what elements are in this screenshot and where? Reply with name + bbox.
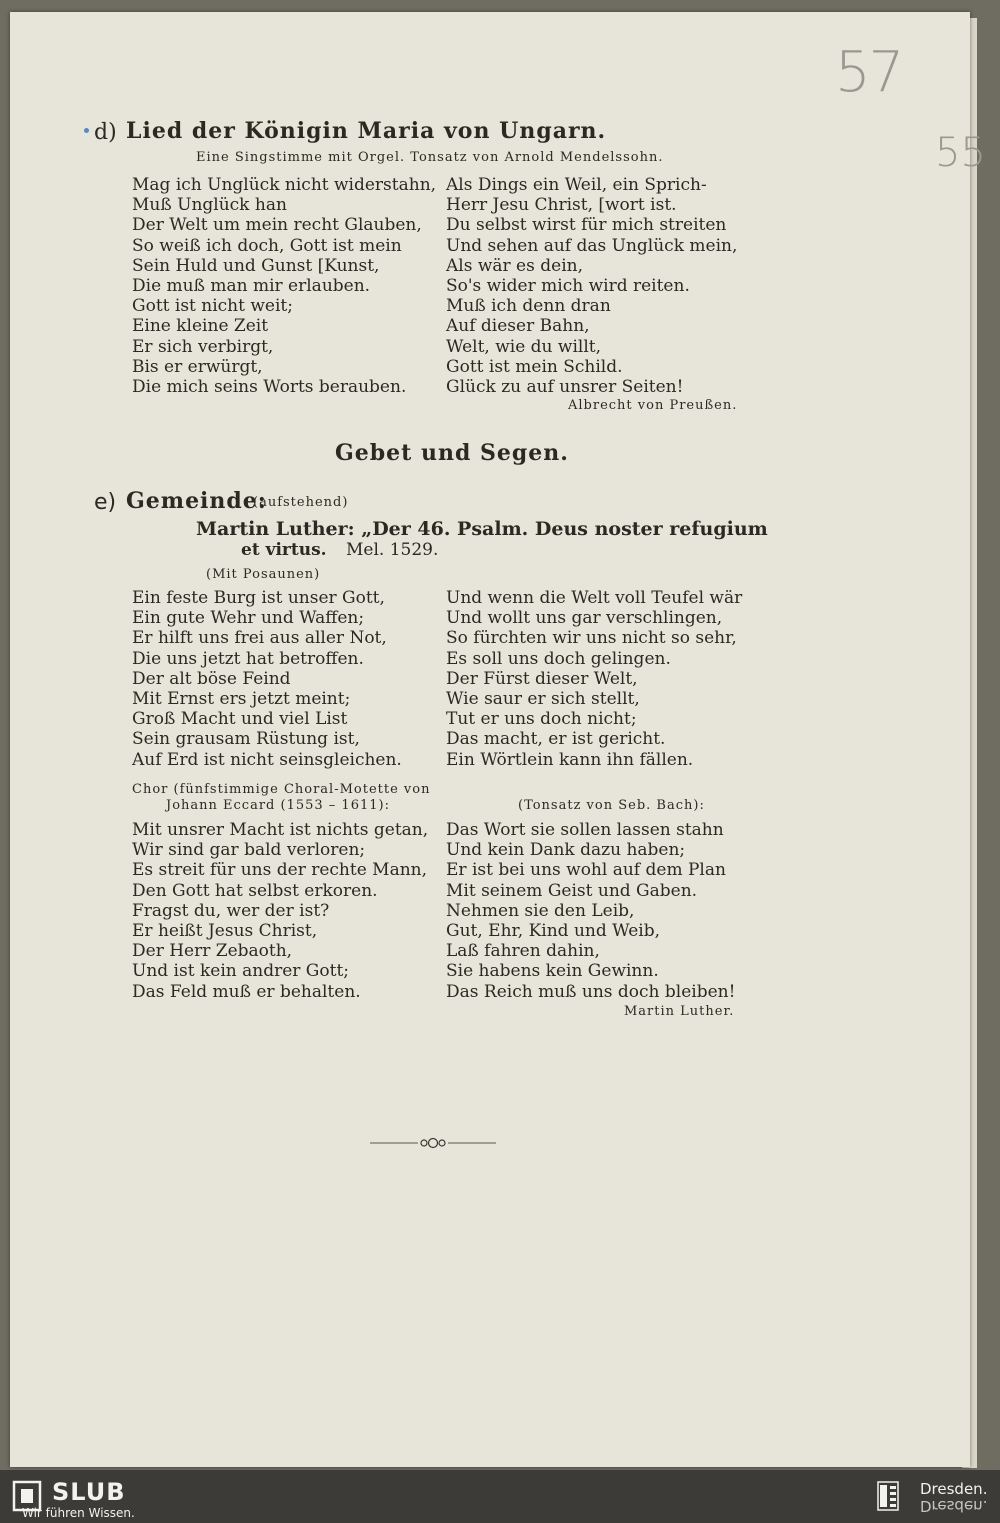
verse-line: Der Herr Zebaoth, [132, 941, 293, 962]
verse-line: Wir sind gar bald verloren; [132, 840, 366, 861]
verse-line: Nehmen sie den Leib, [446, 900, 635, 921]
verse-line: Und sehen auf das Unglück mein, [446, 235, 738, 256]
verse-line: Gott ist mein Schild. [446, 356, 623, 377]
ornament-divider [370, 1136, 496, 1150]
verse-line: Gott ist nicht weit; [132, 296, 293, 317]
library-name: SLUB [52, 1478, 126, 1506]
verse-line: Bis er erwürgt, [132, 356, 263, 377]
verse-line: Muß ich denn dran [446, 296, 611, 317]
verse-line: Das Feld muß er behalten. [132, 981, 361, 1002]
verse-line: Auf Erd ist nicht seinsgleichen. [132, 749, 402, 770]
library-tagline: Wir führen Wissen. [22, 1506, 135, 1520]
verse-line: Mit seinem Geist und Gaben. [446, 880, 698, 901]
verse-line: Das Reich muß uns doch bleiben! [446, 981, 736, 1002]
document-page [10, 12, 986, 1467]
verse-line: Sein grausam Rüstung ist, [132, 729, 360, 750]
verse-line: Und wollt uns gar verschlingen, [446, 608, 723, 629]
verse-line: Mit Ernst ers jetzt meint; [132, 688, 351, 709]
verse-line: Und wenn die Welt voll Teufel wär [446, 588, 743, 608]
section-d-subtitle: Eine Singstimme mit Orgel. Tonsatz von Arnold Mendelssohn. [196, 150, 664, 165]
verse-line: Groß Macht und viel List [132, 709, 348, 730]
pencil-page-number-old: 55 [935, 130, 986, 176]
verse-line: Glück zu auf unsrer Seiten! [446, 376, 684, 397]
verse-line: Es soll uns doch gelingen. [446, 648, 671, 669]
chorus-heading-line1: Chor (fünfstimmige Choral-Motette von [132, 782, 431, 797]
verse-line: Eine kleine Zeit [132, 316, 269, 337]
hymn-title-line2a: et virtus. [241, 540, 327, 560]
footer-bar [0, 1470, 1000, 1523]
verse-line: Sein Huld und Gunst [Kunst, [132, 255, 380, 276]
hymn-instrument: (Mit Posaunen) [206, 567, 321, 582]
margin-dot [84, 128, 89, 133]
section-d-title: Lied der Königin Maria von Ungarn. [126, 118, 607, 144]
verse-line: Er ist bei uns wohl auf dem Plan [446, 860, 726, 881]
city-logo-text: Dresden. [920, 1480, 988, 1498]
verse-line: Der Fürst dieser Welt, [446, 668, 638, 689]
verse-line: Herr Jesu Christ, [wort ist. [446, 195, 677, 216]
verse-line: Er hilft uns frei aus aller Not, [132, 628, 387, 649]
verse-line: Welt, wie du willt, [446, 336, 602, 357]
verse-line: So fürchten wir uns nicht so sehr, [446, 628, 737, 649]
chorus-author: Martin Luther. [624, 1004, 735, 1019]
verse-line: Ein feste Burg ist unser Gott, [132, 588, 385, 608]
section-e-title: Gemeinde: [126, 488, 267, 514]
verse-line: Die mich seins Worts berauben. [132, 376, 407, 397]
verse-line: Es streit für uns der rechte Mann, [132, 860, 428, 881]
chorus-right-heading: (Tonsatz von Seb. Bach): [518, 798, 705, 813]
verse-line: Laß fahren dahin, [446, 941, 600, 962]
verse-line: Er sich verbirgt, [132, 336, 274, 357]
verse-line: So weiß ich doch, Gott ist mein [132, 235, 402, 256]
chorus-left-verse [132, 820, 428, 1002]
interlude-heading: Gebet und Segen. [335, 440, 569, 466]
verse-line: Das macht, er ist gericht. [446, 729, 666, 750]
hymn-right-verse [446, 588, 742, 770]
verse-line: Tut er uns doch nicht; [446, 709, 637, 730]
verse-line: Den Gott hat selbst erkoren. [132, 880, 378, 901]
verse-line: Mit unsrer Macht ist nichts getan, [132, 820, 429, 840]
section-d-marker: d) [94, 120, 117, 145]
verse-line: Ein Wörtlein kann ihn fällen. [446, 749, 694, 770]
section-e-note: (aufstehend) [253, 495, 349, 510]
verse-line: Er heißt Jesus Christ, [132, 920, 318, 941]
verse-line: Die uns jetzt hat betroffen. [132, 648, 364, 669]
verse-line: Der alt böse Feind [132, 668, 291, 689]
verse-line: Ein gute Wehr und Waffen; [132, 608, 365, 629]
city-logo-reflection: Dresden. [920, 1497, 988, 1515]
verse-line: Mag ich Unglück nicht widerstahn, [132, 175, 437, 195]
verse-line: Als wär es dein, [446, 255, 583, 276]
verse-line: Muß Unglück han [132, 195, 287, 216]
verse-line: Das Wort sie sollen lassen stahn [446, 820, 724, 840]
verse-line: Sie habens kein Gewinn. [446, 961, 659, 982]
verse-line: Auf dieser Bahn, [446, 316, 590, 337]
verse-line: Als Dings ein Weil, ein Sprich- [446, 175, 707, 195]
verse-line: Die muß man mir erlauben. [132, 275, 371, 296]
section-e-marker: e) [94, 490, 117, 515]
hymn-left-verse [132, 588, 402, 770]
verse-line: Du selbst wirst für mich streiten [446, 215, 727, 236]
section-d-right-verse [446, 175, 737, 397]
hymn-title-line2b: Mel. 1529. [346, 540, 439, 560]
pencil-page-number: 57 [835, 40, 903, 105]
section-d-author: Albrecht von Preußen. [568, 398, 738, 413]
verse-line: Fragst du, wer der ist? [132, 900, 330, 921]
chorus-right-verse [446, 820, 735, 1002]
dresden-coat-of-arms-icon [877, 1481, 899, 1511]
verse-line: Und ist kein andrer Gott; [132, 961, 349, 982]
verse-line: Gut, Ehr, Kind und Weib, [446, 920, 661, 941]
verse-line: Der Welt um mein recht Glauben, [132, 215, 422, 236]
verse-line: Wie saur er sich stellt, [446, 688, 640, 709]
section-d-left-verse [132, 175, 436, 397]
hymn-title-line1: Martin Luther: „Der 46. Psalm. Deus noster refugium [196, 518, 768, 540]
verse-line: So's wider mich wird reiten. [446, 275, 690, 296]
verse-line: Und kein Dank dazu haben; [446, 840, 686, 861]
chorus-heading-line2: Johann Eccard (1553 – 1611): [166, 798, 390, 813]
